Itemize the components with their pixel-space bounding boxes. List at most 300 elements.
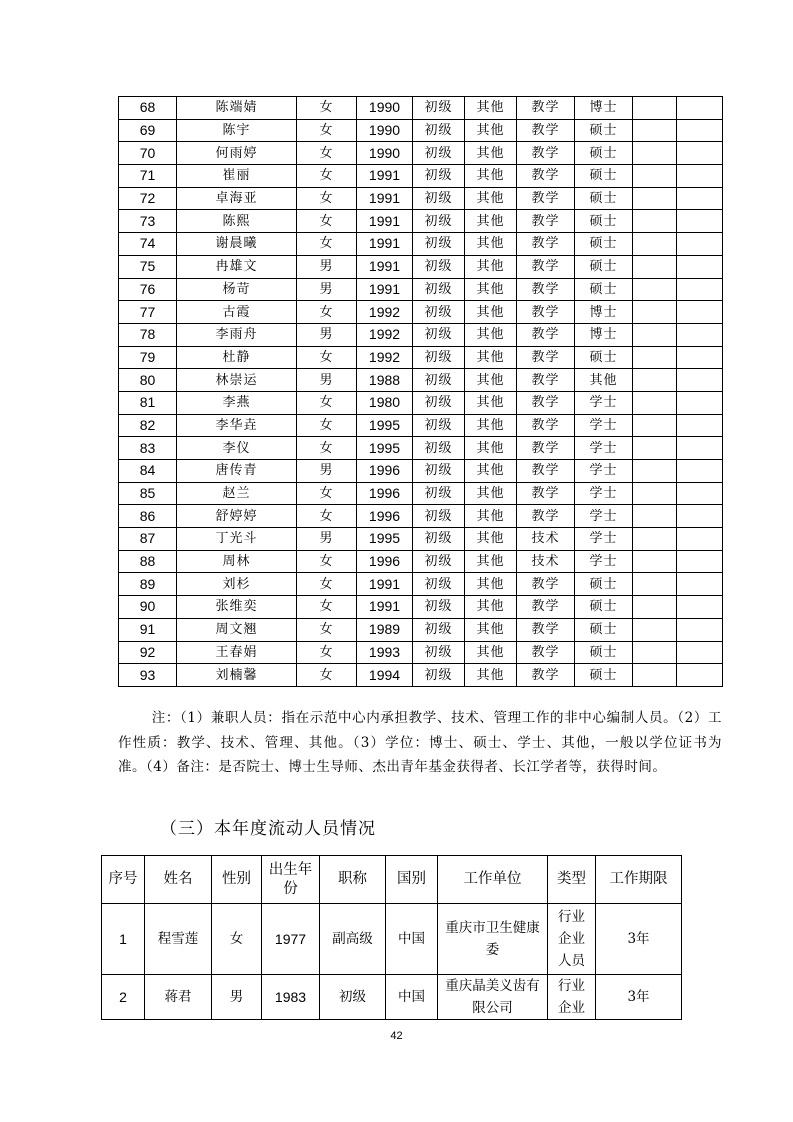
- staff-cell-birth-year: 1996: [357, 482, 413, 505]
- staff-cell-work-nature: 教学: [517, 255, 575, 278]
- staff-cell-name: 周林: [177, 550, 297, 573]
- staff-cell-gender: 女: [297, 210, 357, 233]
- staff-cell-name: 冉雄文: [177, 255, 297, 278]
- staff-cell-note2: [677, 664, 723, 687]
- staff-cell-gender: 男: [297, 528, 357, 551]
- staff-cell-degree: 硕士: [575, 165, 633, 188]
- staff-cell-degree: 硕士: [575, 573, 633, 596]
- staff-cell-note2: [677, 550, 723, 573]
- staff-cell-birth-year: 1991: [357, 573, 413, 596]
- staff-cell-degree: 学士: [575, 414, 633, 437]
- staff-cell-index: 91: [119, 618, 177, 641]
- staff-cell-note1: [633, 596, 677, 619]
- staff-cell-gender: 女: [297, 505, 357, 528]
- staff-cell-index: 83: [119, 437, 177, 460]
- staff-cell-note2: [677, 97, 723, 120]
- staff-cell-work-nature: 教学: [517, 641, 575, 664]
- staff-cell-note1: [633, 301, 677, 324]
- staff-cell-note1: [633, 550, 677, 573]
- staff-cell-gender: 女: [297, 437, 357, 460]
- staff-cell-title: 初级: [413, 210, 465, 233]
- staff-cell-birth-year: 1990: [357, 97, 413, 120]
- staff-row: [119, 97, 723, 120]
- staff-cell-work-type: 其他: [465, 528, 517, 551]
- staff-cell-name: 李燕: [177, 391, 297, 414]
- staff-cell-title: 初级: [413, 97, 465, 120]
- staff-cell-note1: [633, 414, 677, 437]
- staff-cell-work-nature: 教学: [517, 119, 575, 142]
- staff-cell-work-nature: 教学: [517, 460, 575, 483]
- staff-cell-gender: 女: [297, 641, 357, 664]
- mobile-cell: 3年: [596, 904, 682, 975]
- staff-cell-work-nature: 教学: [517, 505, 575, 528]
- staff-cell-title: 初级: [413, 165, 465, 188]
- staff-row: [119, 505, 723, 528]
- staff-cell-degree: 硕士: [575, 346, 633, 369]
- staff-cell-note1: [633, 391, 677, 414]
- staff-cell-birth-year: 1991: [357, 278, 413, 301]
- staff-row: [119, 482, 723, 505]
- staff-cell-title: 初级: [413, 482, 465, 505]
- staff-cell-work-type: 其他: [465, 278, 517, 301]
- staff-row: [119, 414, 723, 437]
- staff-cell-work-type: 其他: [465, 596, 517, 619]
- staff-cell-index: 76: [119, 278, 177, 301]
- staff-cell-note2: [677, 187, 723, 210]
- mobile-cell: 重庆晶美义齿有限公司: [438, 975, 548, 1020]
- staff-cell-work-type: 其他: [465, 301, 517, 324]
- staff-row: [119, 596, 723, 619]
- staff-cell-note2: [677, 346, 723, 369]
- staff-cell-title: 初级: [413, 460, 465, 483]
- staff-cell-name: 何雨婷: [177, 142, 297, 165]
- staff-cell-birth-year: 1989: [357, 618, 413, 641]
- staff-cell-name: 谢晨曦: [177, 233, 297, 256]
- staff-cell-name: 舒婷婷: [177, 505, 297, 528]
- staff-cell-note1: [633, 664, 677, 687]
- staff-cell-name: 林崇运: [177, 369, 297, 392]
- staff-cell-birth-year: 1996: [357, 550, 413, 573]
- staff-cell-work-nature: 教学: [517, 165, 575, 188]
- staff-row: [119, 528, 723, 551]
- staff-cell-note1: [633, 165, 677, 188]
- mobile-cell: 1983: [262, 975, 320, 1020]
- staff-cell-work-nature: 教学: [517, 618, 575, 641]
- staff-cell-degree: 硕士: [575, 119, 633, 142]
- staff-cell-note2: [677, 369, 723, 392]
- staff-cell-gender: 女: [297, 618, 357, 641]
- staff-cell-gender: 男: [297, 278, 357, 301]
- staff-cell-gender: 男: [297, 255, 357, 278]
- staff-cell-work-type: 其他: [465, 369, 517, 392]
- staff-cell-index: 72: [119, 187, 177, 210]
- mobile-cell: 女: [212, 904, 262, 975]
- staff-cell-degree: 博士: [575, 97, 633, 120]
- staff-cell-work-nature: 教学: [517, 346, 575, 369]
- staff-cell-note2: [677, 437, 723, 460]
- staff-cell-degree: 硕士: [575, 142, 633, 165]
- staff-cell-index: 82: [119, 414, 177, 437]
- staff-row: [119, 301, 723, 324]
- staff-cell-note2: [677, 460, 723, 483]
- page-number: 42: [390, 1030, 403, 1042]
- mobile-staff-table: [101, 855, 682, 1020]
- staff-row: [119, 460, 723, 483]
- staff-cell-degree: 其他: [575, 369, 633, 392]
- staff-cell-title: 初级: [413, 505, 465, 528]
- staff-row: [119, 573, 723, 596]
- staff-row: [119, 233, 723, 256]
- staff-cell-note1: [633, 460, 677, 483]
- staff-cell-work-nature: 教学: [517, 664, 575, 687]
- staff-cell-work-type: 其他: [465, 573, 517, 596]
- staff-cell-work-type: 其他: [465, 505, 517, 528]
- staff-cell-gender: 女: [297, 97, 357, 120]
- staff-cell-gender: 女: [297, 301, 357, 324]
- staff-cell-degree: 硕士: [575, 278, 633, 301]
- staff-cell-title: 初级: [413, 391, 465, 414]
- staff-row: [119, 346, 723, 369]
- staff-cell-work-nature: 教学: [517, 323, 575, 346]
- staff-cell-index: 88: [119, 550, 177, 573]
- staff-cell-gender: 男: [297, 323, 357, 346]
- staff-cell-note1: [633, 255, 677, 278]
- staff-cell-work-type: 其他: [465, 187, 517, 210]
- staff-cell-index: 92: [119, 641, 177, 664]
- staff-row: [119, 618, 723, 641]
- staff-cell-work-type: 其他: [465, 323, 517, 346]
- staff-cell-name: 杜静: [177, 346, 297, 369]
- staff-cell-note2: [677, 165, 723, 188]
- staff-cell-work-type: 其他: [465, 233, 517, 256]
- staff-cell-title: 初级: [413, 142, 465, 165]
- staff-cell-work-type: 其他: [465, 618, 517, 641]
- mobile-header-cell: 出生年份: [262, 856, 320, 904]
- staff-cell-note2: [677, 255, 723, 278]
- staff-cell-title: 初级: [413, 618, 465, 641]
- mobile-cell: 2: [102, 975, 145, 1020]
- staff-cell-birth-year: 1995: [357, 528, 413, 551]
- staff-cell-gender: 女: [297, 142, 357, 165]
- mobile-header-cell: 姓名: [145, 856, 212, 904]
- staff-cell-name: 唐传青: [177, 460, 297, 483]
- staff-cell-note2: [677, 278, 723, 301]
- staff-cell-title: 初级: [413, 323, 465, 346]
- staff-cell-degree: 学士: [575, 550, 633, 573]
- staff-cell-work-type: 其他: [465, 391, 517, 414]
- staff-cell-work-nature: 教学: [517, 573, 575, 596]
- staff-cell-note2: [677, 618, 723, 641]
- staff-cell-work-nature: 教学: [517, 391, 575, 414]
- staff-cell-name: 陈端婧: [177, 97, 297, 120]
- staff-cell-gender: 男: [297, 369, 357, 392]
- staff-cell-name: 李仪: [177, 437, 297, 460]
- staff-cell-birth-year: 1991: [357, 596, 413, 619]
- staff-cell-work-type: 其他: [465, 437, 517, 460]
- staff-cell-note1: [633, 482, 677, 505]
- staff-cell-index: 84: [119, 460, 177, 483]
- mobile-header-cell: 性别: [212, 856, 262, 904]
- mobile-table-body: [102, 904, 682, 1020]
- staff-cell-degree: 学士: [575, 528, 633, 551]
- staff-cell-note1: [633, 437, 677, 460]
- staff-cell-index: 69: [119, 119, 177, 142]
- staff-table: [118, 96, 723, 687]
- staff-cell-birth-year: 1991: [357, 210, 413, 233]
- staff-cell-degree: 学士: [575, 460, 633, 483]
- staff-cell-gender: 女: [297, 414, 357, 437]
- mobile-cell: 中国: [386, 904, 438, 975]
- mobile-cell: 1977: [262, 904, 320, 975]
- staff-cell-gender: 男: [297, 460, 357, 483]
- staff-cell-degree: 硕士: [575, 210, 633, 233]
- staff-cell-note1: [633, 528, 677, 551]
- staff-row: [119, 550, 723, 573]
- staff-cell-note1: [633, 323, 677, 346]
- staff-row: [119, 369, 723, 392]
- staff-cell-degree: 硕士: [575, 664, 633, 687]
- staff-cell-work-type: 其他: [465, 97, 517, 120]
- staff-cell-index: 93: [119, 664, 177, 687]
- staff-cell-index: 68: [119, 97, 177, 120]
- staff-cell-index: 89: [119, 573, 177, 596]
- staff-cell-note1: [633, 346, 677, 369]
- staff-table-body: [119, 97, 723, 687]
- staff-cell-work-nature: 教学: [517, 414, 575, 437]
- staff-row: [119, 165, 723, 188]
- staff-cell-note1: [633, 233, 677, 256]
- staff-cell-title: 初级: [413, 369, 465, 392]
- mobile-table-header-row: [102, 856, 682, 904]
- staff-cell-gender: 女: [297, 664, 357, 687]
- staff-cell-work-nature: 教学: [517, 482, 575, 505]
- staff-cell-birth-year: 1992: [357, 346, 413, 369]
- mobile-cell: 初级: [320, 975, 386, 1020]
- staff-cell-title: 初级: [413, 596, 465, 619]
- staff-cell-degree: 学士: [575, 437, 633, 460]
- staff-row: [119, 119, 723, 142]
- mobile-header-cell: 类型: [548, 856, 596, 904]
- staff-row: [119, 437, 723, 460]
- staff-cell-birth-year: 1980: [357, 391, 413, 414]
- staff-cell-note2: [677, 505, 723, 528]
- mobile-row: [102, 904, 682, 975]
- staff-cell-name: 丁光斗: [177, 528, 297, 551]
- staff-cell-note1: [633, 618, 677, 641]
- staff-cell-work-nature: 教学: [517, 369, 575, 392]
- staff-cell-note1: [633, 573, 677, 596]
- staff-cell-birth-year: 1993: [357, 641, 413, 664]
- staff-row: [119, 323, 723, 346]
- staff-cell-note1: [633, 369, 677, 392]
- staff-cell-work-type: 其他: [465, 482, 517, 505]
- staff-cell-degree: 硕士: [575, 233, 633, 256]
- staff-cell-index: 79: [119, 346, 177, 369]
- staff-cell-degree: 学士: [575, 391, 633, 414]
- staff-cell-title: 初级: [413, 641, 465, 664]
- staff-cell-index: 77: [119, 301, 177, 324]
- staff-cell-gender: 女: [297, 187, 357, 210]
- staff-cell-index: 70: [119, 142, 177, 165]
- staff-cell-work-type: 其他: [465, 165, 517, 188]
- staff-cell-gender: 女: [297, 596, 357, 619]
- staff-cell-work-nature: 教学: [517, 596, 575, 619]
- staff-cell-title: 初级: [413, 233, 465, 256]
- staff-cell-work-type: 其他: [465, 460, 517, 483]
- staff-cell-title: 初级: [413, 550, 465, 573]
- staff-cell-birth-year: 1995: [357, 414, 413, 437]
- staff-cell-work-nature: 教学: [517, 233, 575, 256]
- mobile-header-cell: 工作期限: [596, 856, 682, 904]
- staff-cell-work-nature: 教学: [517, 142, 575, 165]
- staff-row: [119, 664, 723, 687]
- table-note: [118, 706, 722, 780]
- staff-cell-note2: [677, 210, 723, 233]
- staff-cell-note1: [633, 278, 677, 301]
- staff-cell-work-type: 其他: [465, 119, 517, 142]
- staff-row: [119, 142, 723, 165]
- staff-row: [119, 187, 723, 210]
- staff-cell-gender: 女: [297, 165, 357, 188]
- staff-cell-note2: [677, 323, 723, 346]
- staff-cell-index: 80: [119, 369, 177, 392]
- staff-cell-birth-year: 1996: [357, 460, 413, 483]
- staff-cell-degree: 硕士: [575, 255, 633, 278]
- staff-cell-note1: [633, 641, 677, 664]
- staff-cell-name: 刘杉: [177, 573, 297, 596]
- staff-cell-birth-year: 1988: [357, 369, 413, 392]
- staff-cell-note1: [633, 187, 677, 210]
- staff-cell-index: 86: [119, 505, 177, 528]
- mobile-cell: 行业企业人员: [548, 904, 596, 975]
- staff-cell-work-nature: 技术: [517, 550, 575, 573]
- staff-cell-work-type: 其他: [465, 346, 517, 369]
- staff-cell-gender: 女: [297, 482, 357, 505]
- staff-cell-index: 71: [119, 165, 177, 188]
- staff-cell-birth-year: 1994: [357, 664, 413, 687]
- staff-row: [119, 210, 723, 233]
- staff-cell-title: 初级: [413, 573, 465, 596]
- staff-cell-work-type: 其他: [465, 550, 517, 573]
- staff-cell-note2: [677, 528, 723, 551]
- staff-cell-title: 初级: [413, 187, 465, 210]
- staff-cell-work-type: 其他: [465, 210, 517, 233]
- staff-cell-gender: 女: [297, 233, 357, 256]
- staff-cell-note1: [633, 119, 677, 142]
- staff-cell-title: 初级: [413, 278, 465, 301]
- staff-cell-note2: [677, 641, 723, 664]
- staff-cell-birth-year: 1992: [357, 323, 413, 346]
- staff-cell-note2: [677, 301, 723, 324]
- staff-cell-name: 张维奕: [177, 596, 297, 619]
- staff-cell-degree: 学士: [575, 482, 633, 505]
- staff-cell-index: 78: [119, 323, 177, 346]
- staff-cell-title: 初级: [413, 437, 465, 460]
- staff-cell-name: 古霞: [177, 301, 297, 324]
- mobile-header-cell: 序号: [102, 856, 145, 904]
- staff-cell-work-nature: 技术: [517, 528, 575, 551]
- staff-cell-name: 刘楠馨: [177, 664, 297, 687]
- staff-cell-birth-year: 1992: [357, 301, 413, 324]
- staff-cell-note2: [677, 119, 723, 142]
- staff-cell-index: 81: [119, 391, 177, 414]
- mobile-header-cell: 工作单位: [438, 856, 548, 904]
- staff-cell-birth-year: 1991: [357, 233, 413, 256]
- staff-cell-name: 王春娟: [177, 641, 297, 664]
- staff-cell-title: 初级: [413, 528, 465, 551]
- staff-cell-index: 87: [119, 528, 177, 551]
- staff-cell-index: 73: [119, 210, 177, 233]
- staff-cell-title: 初级: [413, 301, 465, 324]
- staff-cell-name: 周文翘: [177, 618, 297, 641]
- staff-cell-name: 赵兰: [177, 482, 297, 505]
- staff-cell-note2: [677, 142, 723, 165]
- staff-cell-note2: [677, 414, 723, 437]
- staff-cell-title: 初级: [413, 414, 465, 437]
- staff-cell-work-type: 其他: [465, 255, 517, 278]
- staff-row: [119, 641, 723, 664]
- staff-cell-work-type: 其他: [465, 142, 517, 165]
- staff-cell-name: 陈熙: [177, 210, 297, 233]
- staff-cell-index: 75: [119, 255, 177, 278]
- staff-cell-work-nature: 教学: [517, 278, 575, 301]
- staff-cell-birth-year: 1991: [357, 255, 413, 278]
- staff-cell-degree: 硕士: [575, 641, 633, 664]
- staff-cell-degree: 硕士: [575, 596, 633, 619]
- staff-cell-birth-year: 1990: [357, 142, 413, 165]
- staff-cell-note2: [677, 391, 723, 414]
- staff-cell-title: 初级: [413, 255, 465, 278]
- mobile-header-cell: 国别: [386, 856, 438, 904]
- staff-cell-work-type: 其他: [465, 414, 517, 437]
- staff-cell-birth-year: 1990: [357, 119, 413, 142]
- staff-cell-note2: [677, 482, 723, 505]
- staff-cell-index: 90: [119, 596, 177, 619]
- staff-cell-work-nature: 教学: [517, 187, 575, 210]
- staff-cell-gender: 女: [297, 391, 357, 414]
- staff-cell-gender: 女: [297, 119, 357, 142]
- staff-cell-degree: 硕士: [575, 618, 633, 641]
- note-text: 注：（1）兼职人员：指在示范中心内承担教学、技术、管理工作的非中心编制人员。（2）工作性质：教学、技术、管理、其他。（3）学位：博士、硕士、学士、其他，一般以学位证书为准。（4）备注：是否院士、博士生导师、杰出青年基金获得者、长江学者等，获得时间。: [118, 710, 722, 775]
- mobile-cell: 中国: [386, 975, 438, 1020]
- mobile-cell: 副高级: [320, 904, 386, 975]
- staff-cell-name: 李雨舟: [177, 323, 297, 346]
- mobile-cell: 男: [212, 975, 262, 1020]
- staff-cell-work-nature: 教学: [517, 301, 575, 324]
- staff-cell-note2: [677, 596, 723, 619]
- staff-cell-birth-year: 1996: [357, 505, 413, 528]
- staff-cell-birth-year: 1995: [357, 437, 413, 460]
- staff-cell-degree: 学士: [575, 505, 633, 528]
- staff-cell-birth-year: 1991: [357, 165, 413, 188]
- mobile-cell: 1: [102, 904, 145, 975]
- staff-row: [119, 278, 723, 301]
- mobile-cell: 蒋君: [145, 975, 212, 1020]
- staff-cell-index: 85: [119, 482, 177, 505]
- staff-cell-title: 初级: [413, 664, 465, 687]
- staff-cell-note2: [677, 233, 723, 256]
- staff-cell-work-type: 其他: [465, 664, 517, 687]
- mobile-cell: 3年: [596, 975, 682, 1020]
- staff-cell-title: 初级: [413, 346, 465, 369]
- staff-cell-name: 杨苛: [177, 278, 297, 301]
- mobile-header-cell: 职称: [320, 856, 386, 904]
- staff-cell-gender: 女: [297, 573, 357, 596]
- staff-cell-note1: [633, 97, 677, 120]
- staff-cell-gender: 女: [297, 346, 357, 369]
- staff-cell-note1: [633, 142, 677, 165]
- mobile-cell: 行业企业: [548, 975, 596, 1020]
